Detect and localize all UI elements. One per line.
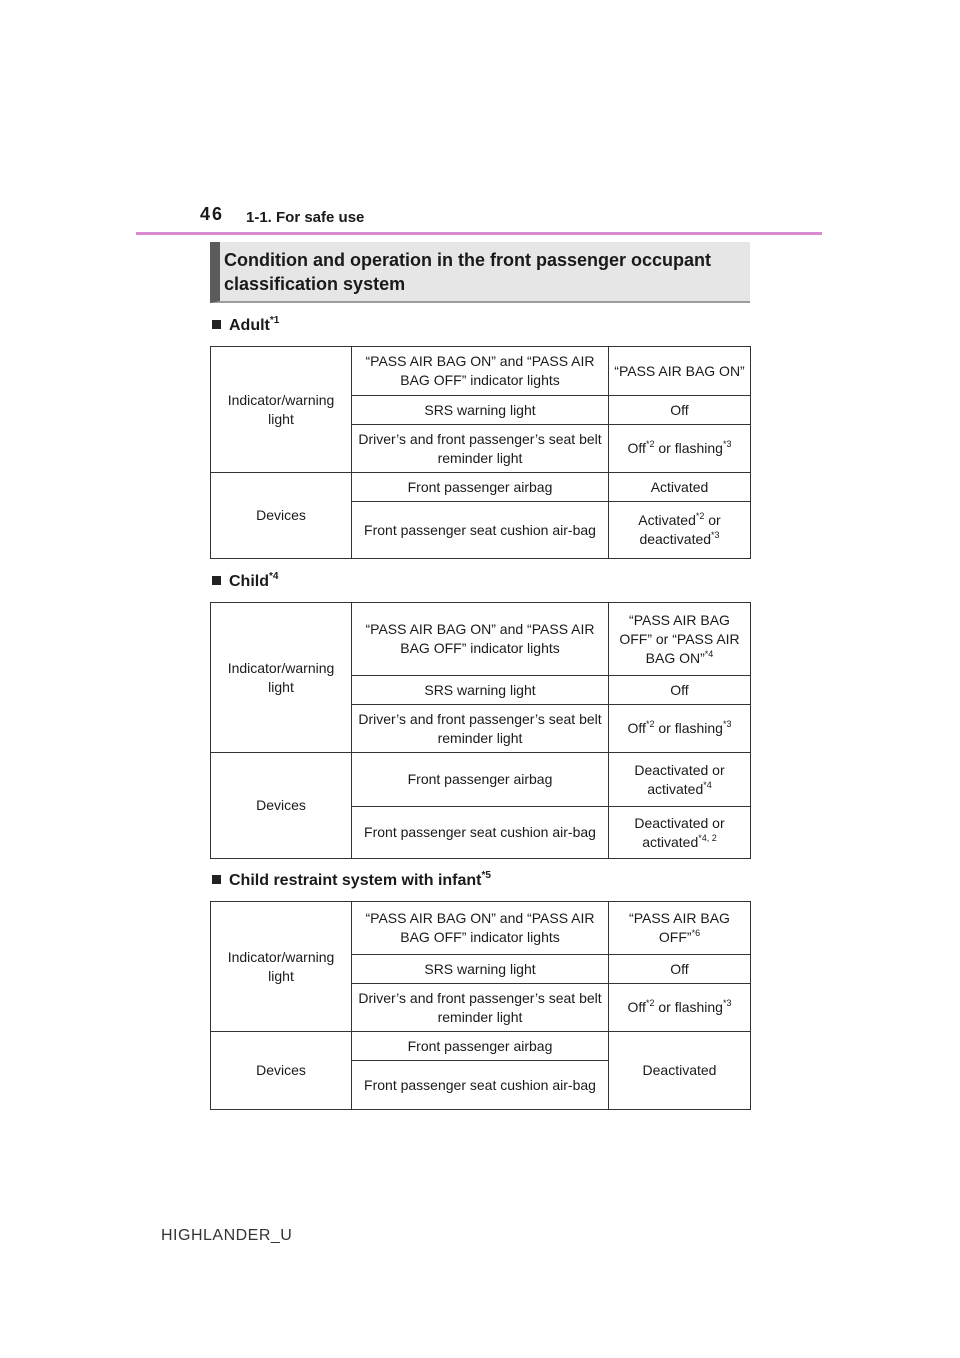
airbag-value: Activated (609, 473, 751, 502)
section-title-line-2: classification system (224, 274, 406, 294)
srs-value: Off (609, 955, 751, 984)
bullet-square-icon (212, 875, 221, 884)
srs-value: Off (609, 396, 751, 425)
cushion-airbag-value (609, 807, 751, 859)
belt-reminder-label: Driver’s and front passenger’s seat belt reminder light (352, 984, 609, 1032)
devices-group-label: Devices (211, 753, 352, 859)
footnote-mark: *3 (722, 439, 732, 449)
pass-lights-label: “PASS AIR BAG ON” and “PASS AIR BAG OFF” indicator lights (352, 347, 609, 396)
belt-mid-text: or flashing (654, 999, 723, 1015)
footnote-mark: *4 (703, 779, 712, 790)
infant-heading-footnote: *5 (481, 870, 491, 881)
srs-value: Off (609, 676, 751, 705)
pass-lights-value-text: “PASS AIR BAG OFF” or “PASS AIR BAG ON” (619, 611, 740, 666)
section-title-box (210, 242, 750, 303)
footer-model-label: HIGHLANDER_U (161, 1227, 293, 1244)
indicator-group-label: Indicator/warning light (211, 603, 352, 753)
child-heading-footnote: *4 (269, 571, 279, 582)
belt-off-text: Off (627, 720, 646, 736)
srs-label: SRS warning light (352, 955, 609, 984)
bullet-square-icon (212, 320, 221, 329)
footnote-mark: *2 (645, 439, 655, 449)
infant-heading-text: Child restraint system with infant (229, 872, 482, 889)
footnote-mark: *3 (722, 998, 732, 1008)
indicator-group-label: Indicator/warning light (211, 902, 352, 1032)
footnote-mark: *2 (645, 998, 655, 1008)
footnote-mark: *2 (695, 511, 705, 521)
section-label: 1-1. For safe use (246, 209, 365, 226)
pass-lights-label: “PASS AIR BAG ON” and “PASS AIR BAG OFF” indicator lights (352, 603, 609, 676)
belt-off-text: Off (627, 440, 646, 456)
pass-lights-value (609, 902, 751, 955)
cushion-a-text: Activated (638, 512, 696, 528)
airbag-label: Front passenger airbag (352, 1032, 609, 1061)
indicator-group-label: Indicator/warning light (211, 347, 352, 473)
infant-table (210, 901, 751, 1110)
belt-reminder-label: Driver’s and front passenger’s seat belt reminder light (352, 705, 609, 753)
adult-table (210, 346, 751, 559)
footnote-mark: *3 (711, 530, 720, 540)
cushion-value-text: Deactivated or activated (634, 814, 725, 850)
srs-label: SRS warning light (352, 396, 609, 425)
pass-lights-value (609, 603, 751, 676)
devices-value: Deactivated (609, 1032, 751, 1110)
airbag-value (609, 753, 751, 807)
cushion-airbag-label: Front passenger seat cushion air-bag (352, 807, 609, 859)
child-table (210, 602, 751, 859)
belt-mid-text: or flashing (654, 440, 723, 456)
child-heading (212, 571, 278, 591)
pass-lights-label: “PASS AIR BAG ON” and “PASS AIR BAG OFF” indicator lights (352, 902, 609, 955)
infant-heading (212, 870, 491, 890)
footnote-mark: *4 (704, 648, 714, 659)
belt-reminder-value (609, 425, 751, 473)
footnote-mark: *3 (722, 719, 732, 729)
airbag-label: Front passenger airbag (352, 753, 609, 807)
devices-group-label: Devices (211, 1032, 352, 1110)
belt-reminder-value (609, 705, 751, 753)
cushion-b-text: or deactivated (639, 512, 721, 547)
child-heading-text: Child (229, 573, 269, 590)
adult-heading-footnote: *1 (269, 315, 280, 326)
bullet-square-icon (212, 576, 221, 585)
section-title-line-1: Condition and operation in the front passenger occupant (224, 250, 712, 270)
cushion-airbag-label: Front passenger seat cushion air-bag (352, 1061, 609, 1110)
srs-label: SRS warning light (352, 676, 609, 705)
page-number: 46 (200, 204, 225, 224)
header-rule (136, 232, 822, 235)
cushion-airbag-value (609, 502, 751, 559)
belt-off-text: Off (627, 999, 646, 1015)
footnote-mark: *2 (645, 719, 655, 729)
devices-group-label: Devices (211, 473, 352, 559)
footnote-mark: *4, 2 (698, 832, 717, 843)
footnote-mark: *6 (691, 928, 701, 938)
cushion-airbag-label: Front passenger seat cushion air-bag (352, 502, 609, 559)
belt-reminder-label: Driver’s and front passenger’s seat belt reminder light (352, 425, 609, 473)
belt-reminder-value (609, 984, 751, 1032)
adult-heading (212, 315, 279, 335)
pass-lights-value: “PASS AIR BAG ON” (609, 347, 751, 396)
adult-heading-text: Adult (229, 317, 270, 334)
pass-lights-value-text: “PASS AIR BAG OFF” (629, 910, 730, 945)
airbag-label: Front passenger airbag (352, 473, 609, 502)
airbag-value-text: Deactivated or activated (634, 761, 725, 797)
belt-mid-text: or flashing (654, 720, 723, 736)
